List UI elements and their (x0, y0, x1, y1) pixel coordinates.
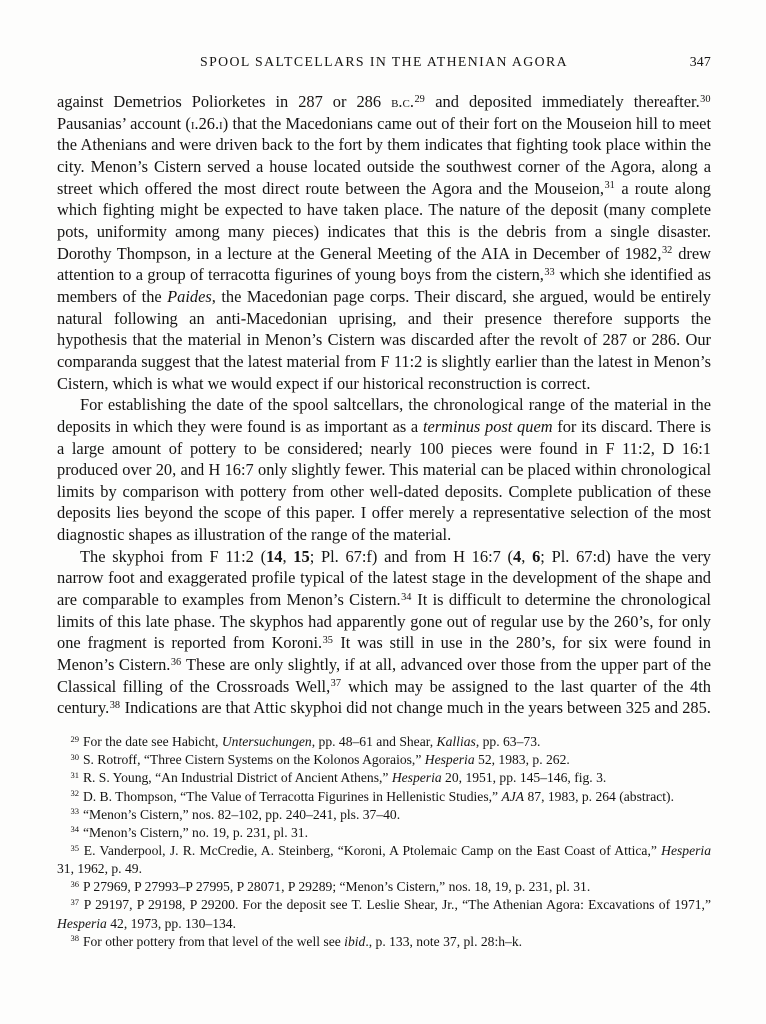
footnote: $^{36}$ P 27969, P 27993–P 27995, P 28071, P 29289; “Menon’s Cistern,” nos. 18, 19, p. 231, pl. 31. (70, 878, 591, 895)
footnote: $^{32}$ D. B. Thompson, “The Value of Terracotta Figurines in Hellenistic Studies,” AJA 87, 1983, p. 264 (abstract). (70, 788, 674, 804)
body-paragraph: The skyphoi from F 11:2 (14, 15; Pl. 67:f) and from H 16:7 (4, 6; Pl. 67:d) have the very narrow foot and exaggerated profile typical of the latest stage in the development of the shape and are comparable to examples from Menon’s Cistern.$^{34}$ It is difficult to determine the chronological limits of this late phase. The skyphos had apparently gone out of regular use by the 260’s, for only one fragment is reported from Koroni.$^{35}$ It was still in use in the 280’s, for six were found in Menon’s Cistern.$^{36}$ These are only slightly, if at all, advanced over those from the upper part of the Classical filling of the Crossroads Well,$^{37}$ which may be assigned to the last quarter of the 4th century.$^{38}$ Indications are that Attic skyphoi did not change much in the years between 325 and 285. (57, 546, 711, 718)
running-head (57, 54, 711, 71)
footnote: $^{38}$ For other pottery from that level of the well see ibid., p. 133, note 37, pl. 28:h–k. (70, 933, 523, 949)
footnote: $^{33}$ “Menon’s Cistern,” nos. 82–102, pp. 240–241, pls. 37–40. (70, 806, 401, 822)
footnote: $^{29}$ For the date see Habicht, Untersuchungen, pp. 48–61 and Shear, Kallias, pp. 63–73. (70, 733, 541, 750)
page-content (57, 54, 711, 951)
article-body (57, 91, 711, 719)
body-paragraph: For establishing the date of the spool saltcellars, the chronological range of the material in the deposits in which they were found is as important as a terminus post quem for its discard. There is a large amount of pottery to be considered; nearly 100 pieces were found in F 11:2, D 16:1 produced over 20, and H 16:7 only slightly fewer. This material can be placed within chronological limits by comparison with pottery from other well-dated deposits. Complete publication of these deposits lies beyond the scope of this paper. I offer merely a representative selection of the most diagnostic shapes as illustration of the range of the material. (57, 395, 712, 545)
running-head-title: SPOOL SALTCELLARS IN THE ATHENIAN AGORA (200, 54, 568, 69)
body-paragraph: against Demetrios Poliorketes in 287 or 286 b.c.$^{29}$ and deposited immediately thereafter.$^{30}$ Pausanias’ account (i.26.i) that the Macedonians came out of their fort on the Mouseion hill to meet the Athenians and were driven back to the fort by them indicates that fighting took place within the city. Menon’s Cistern served a house located outside the southwest corner of the Agora, along a street which offered the most direct route between the Agora and the Mouseion,$^{31}$ a route along which fighting might be expected to have taken place. The nature of the deposit (many complete pots, uniformity among many pieces) indicates that this is the debris from a single disaster. Dorothy Thompson, in a lecture at the General Meeting of the AIA in December of 1982,32 drew attention to a group of terracotta figurines of young boys from the cistern,$^{33}$ which she identified as members of the Paides, the Macedonian page corps. Their discard, she argued, would be entirely natural following an anti-Macedonian uprising, and their presence therefore supports the hypothesis that the material in Menon’s Cistern was discarded after the revolt of 287 or 286. Our comparanda suggest that the latest material from F 11:2 is slightly earlier than the latest in Menon’s Cistern, which is what we would expect if our historical reconstruction is correct. (57, 92, 711, 393)
footnote: $^{34}$ “Menon’s Cistern,” no. 19, p. 231, pl. 31. (70, 824, 308, 840)
footnote: $^{31}$ R. S. Young, “An Industrial District of Ancient Athens,” Hesperia 20, 1951, pp. 145–146, fig. 3. (70, 769, 607, 786)
page-number: 347 (689, 54, 711, 69)
footnote: $^{30}$ S. Rotroff, “Three Cistern Systems on the Kolonos Agoraios,” Hesperia 52, 1983, p. 262. (70, 751, 570, 768)
footnote: $^{37}$ P 29197, P 29198, P 29200. For the deposit see T. Leslie Shear, Jr., “The Athenian Agora: Excavations of 1971,” Hesperia 42, 1973, pp. 130–134. (57, 896, 711, 931)
footnote: $^{35}$ E. Vanderpool, J. R. McCredie, A. Steinberg, “Koroni, A Ptolemaic Camp on the East Coast of Attica,” Hesperia 31, 1962, p. 49. (57, 842, 711, 877)
footnotes-section (57, 733, 711, 951)
